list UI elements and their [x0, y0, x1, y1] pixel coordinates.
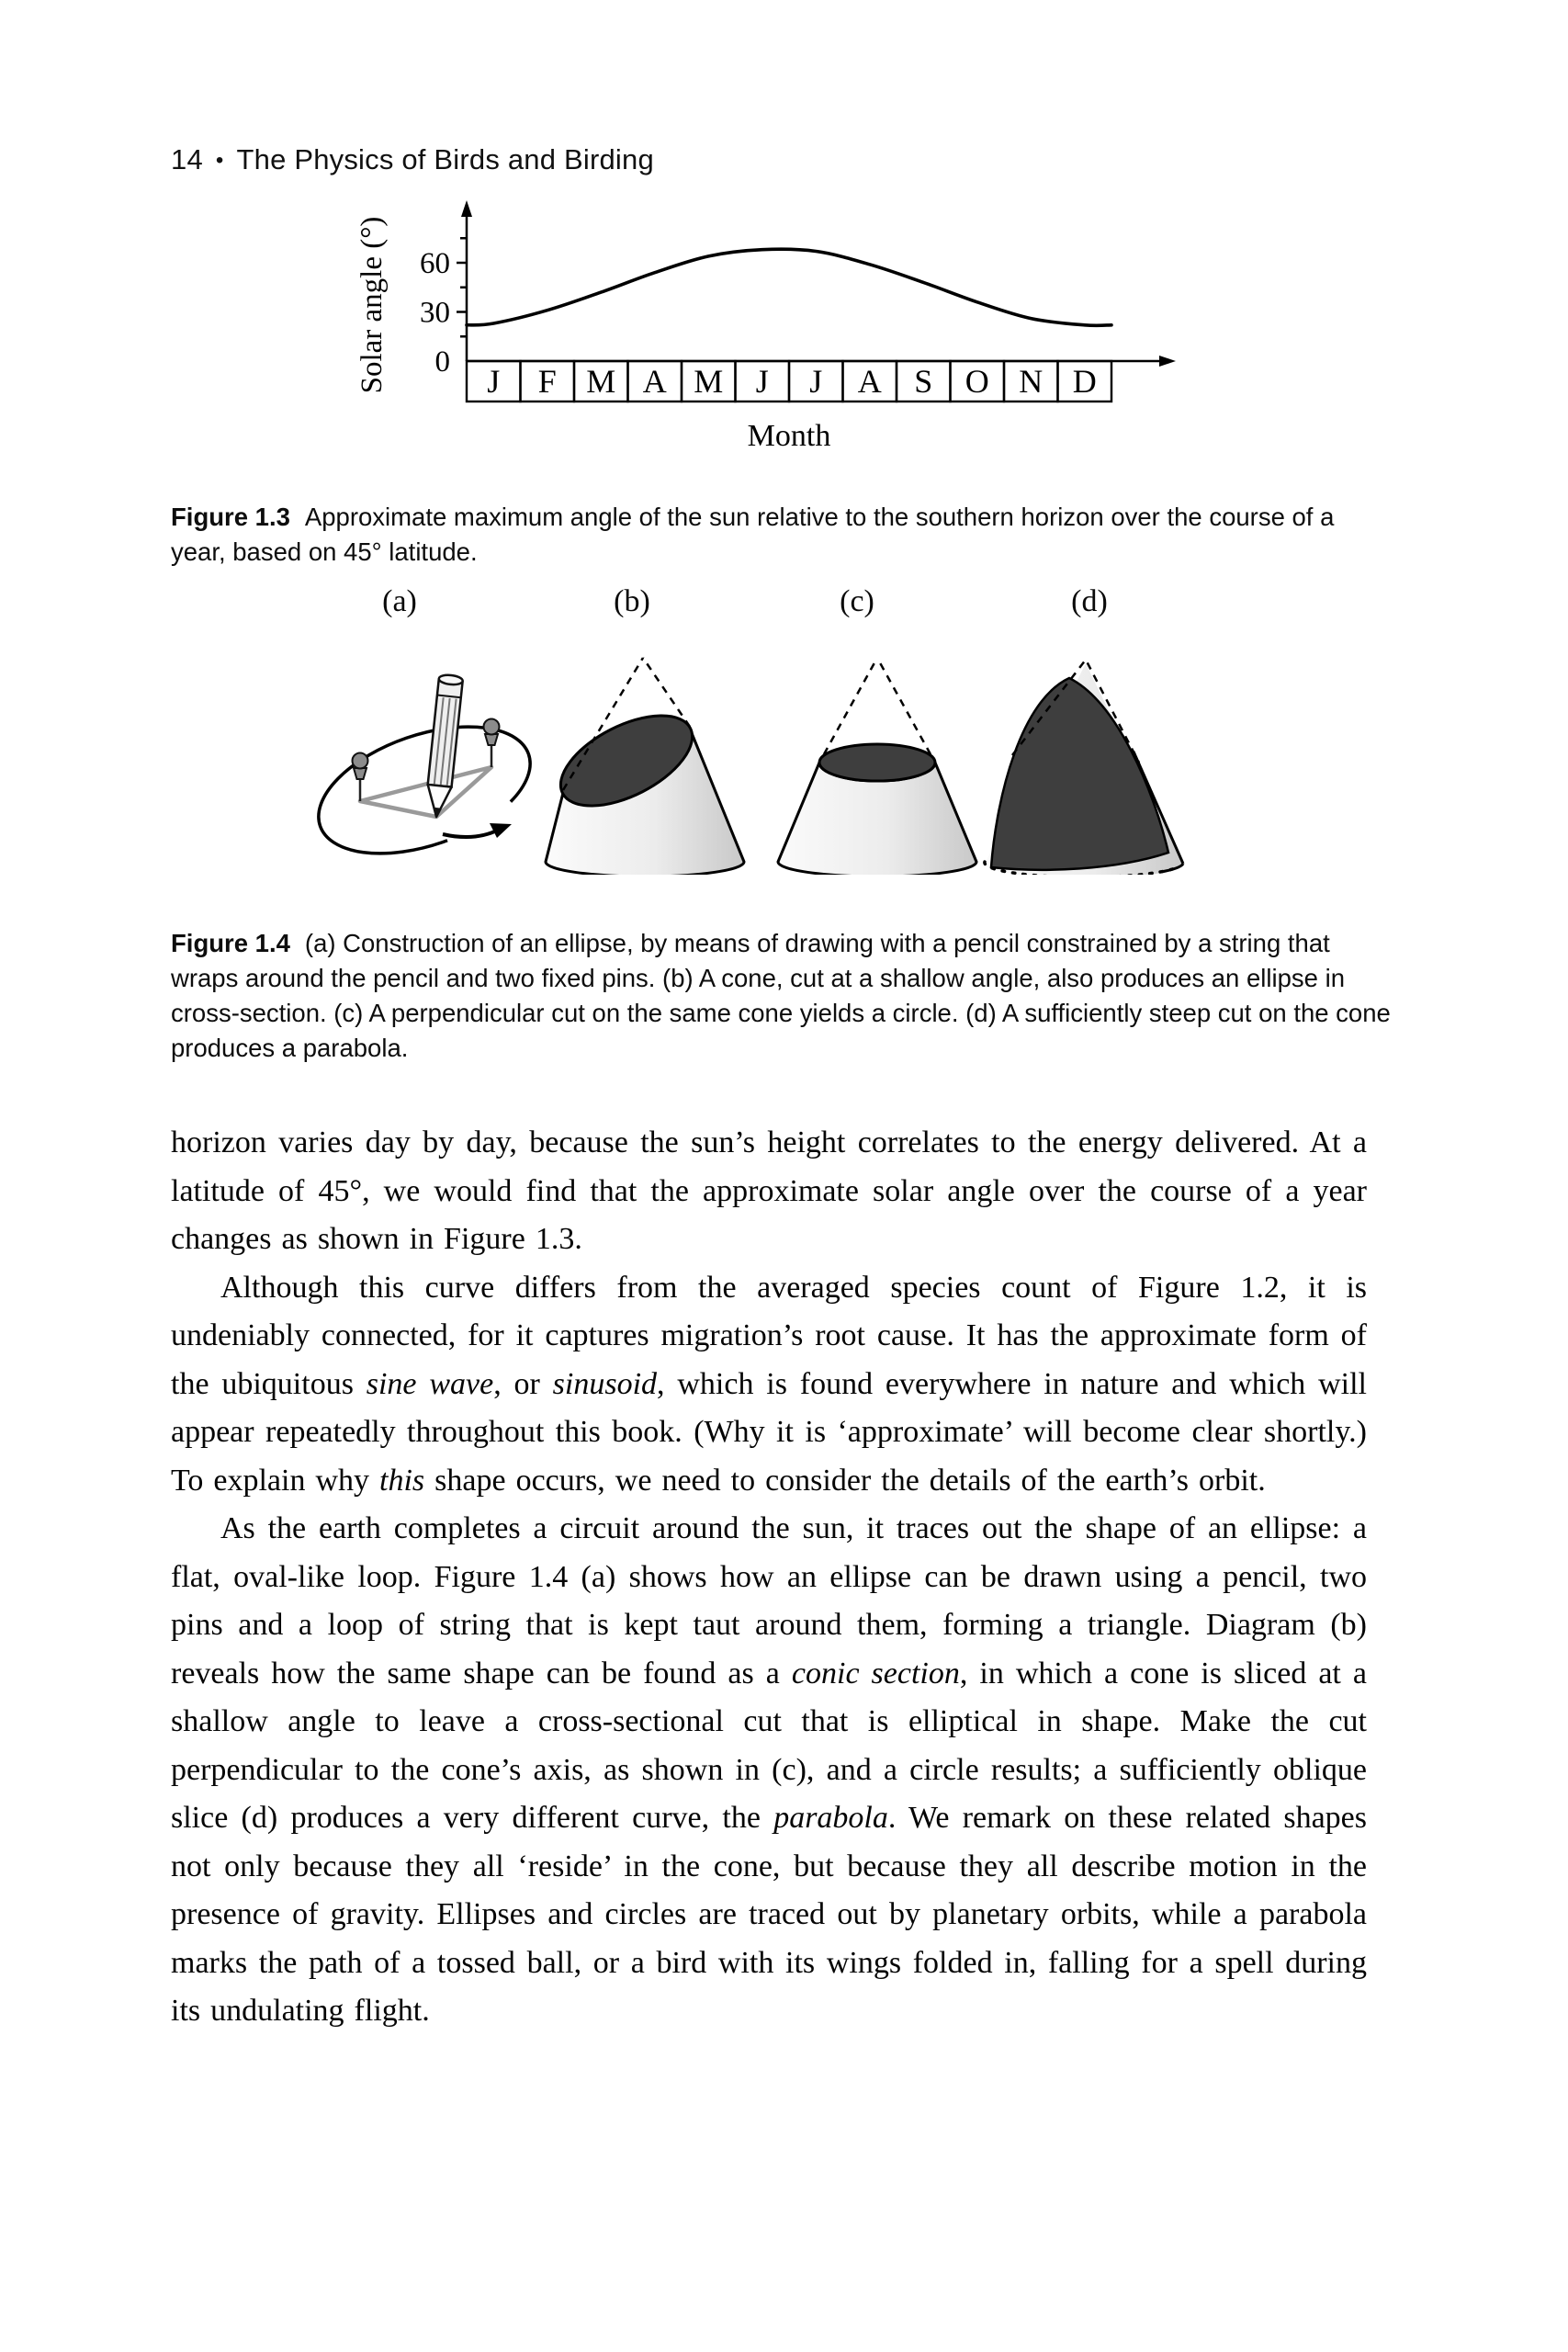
figure-1-3-caption-text: Approximate maximum angle of the sun relative to the southern horizon over the course of a year, based on 45° latitude.: [171, 502, 1335, 566]
figure-1-3: [303, 184, 1185, 469]
y-tick-label: 60: [420, 247, 450, 280]
paragraph: Although this curve differs from the averaged species count of Figure 1.2, it is undeniably connected, for it captures migration’s root cause. It has the approximate form of the ubiquitous sine wave, or sinusoid, which is found everywhere in nature and which will appear repeatedly throughout this book. (Why it is ‘approximate’ will become clear shortly.) To explain why this shape occurs, we need to consider the details of the earth’s orbit.: [171, 1270, 1368, 1498]
month-letter: A: [857, 363, 882, 400]
month-letter: S: [914, 363, 933, 400]
cone-shallow-cut-diagram: [546, 658, 744, 875]
panel-label-c: (c): [840, 584, 874, 618]
page-number: 14: [171, 143, 203, 175]
y-axis-arrowhead: [461, 200, 472, 217]
month-letter: J: [755, 363, 769, 400]
body-text: [171, 1119, 1367, 2036]
panel-label-a: (a): [382, 584, 417, 618]
paragraph: As the earth completes a circuit around the sun, it traces out the shape of an ellipse: a flat, oval-like loop. Figure 1.4 (a) shows how an ellipse can be drawn using a pencil, two pins and a loop of string that is kept taut around them, forming a triangle. Diagram (b) reveals how the same shape can be found as a conic section, in which a cone is sliced at a shallow angle to leave a cross-sectional cut that is elliptical in shape. Make the cut perpendicular to the cone’s axis, as shown in (c), and a circle results; a sufficiently oblique slice (d) produces a very different curve, the parabola. We remark on these related shapes not only because they all ‘reside’ in the cone, but because they all describe motion in the presence of gravity. Ellipses and circles are traced out by planetary orbits, while a parabola marks the path of a tossed ball, or a bird with its wings folded in, falling for a spell during its undulating flight.: [171, 1511, 1367, 2028]
push-pin-icon: [353, 753, 368, 802]
solar-angle-chart: [303, 184, 1185, 469]
month-letter: N: [1019, 363, 1043, 400]
y-tick-label: 30: [420, 296, 450, 330]
month-letter: O: [964, 363, 989, 400]
cone-steep-cut-diagram: [985, 660, 1183, 875]
header-separator-dot: •: [215, 148, 224, 173]
x-axis-title: Month: [747, 419, 831, 453]
paragraph: horizon varies day by day, because the sun’s height correlates to the energy delivered. At a latitude of 45°, we would find that the approximate solar angle over the course of a year changes as shown in Figure 1.3.: [171, 1125, 1367, 1256]
month-letter: D: [1072, 363, 1097, 400]
rotation-arrow-icon: [443, 823, 512, 838]
month-letter: F: [537, 363, 557, 400]
string-triangle: [360, 767, 491, 817]
month-letter: A: [642, 363, 667, 400]
book-title: The Physics of Birds and Birding: [236, 143, 654, 175]
solar-angle-curve: [467, 249, 1111, 325]
running-header: [171, 143, 654, 176]
parabola-cross-section: [991, 678, 1168, 870]
figure-1-3-label: Figure 1.3: [171, 502, 290, 531]
month-letter: M: [694, 363, 724, 400]
cone-perpendicular-cut-diagram: [778, 658, 976, 875]
figure-1-4: [211, 584, 1203, 878]
traced-ellipse: [302, 702, 547, 875]
y-axis-title: Solar angle (°): [355, 216, 389, 394]
y-tick-label: 0: [434, 345, 450, 379]
x-axis-arrowhead: [1159, 356, 1176, 367]
panel-label-b: (b): [614, 584, 650, 618]
figure-1-4-caption: [171, 926, 1402, 1066]
push-pin-icon: [484, 719, 500, 768]
month-letter: J: [487, 363, 501, 400]
month-letter: J: [809, 363, 823, 400]
figure-1-3-caption: [171, 500, 1393, 570]
circle-cross-section: [819, 744, 935, 781]
conic-sections-diagrams: [211, 643, 1203, 875]
month-letter: M: [586, 363, 616, 400]
figure-1-4-label: Figure 1.4: [171, 928, 290, 957]
panel-label-d: (d): [1071, 584, 1108, 618]
cone-apex-dashed-lines: [824, 658, 931, 754]
ellipse-construction-diagram: [302, 674, 547, 875]
figure-1-4-caption-text: (a) Construction of an ellipse, by means of drawing with a pencil constrained by a string that wraps around the pencil and two fixed pins. (b) A cone, cut at a shallow angle, also produces an ellipse in cross-section. (c) A perpendicular cut on the same cone yields a circle. (d) A sufficiently steep cut on the cone produces a parabola.: [171, 928, 1391, 1062]
